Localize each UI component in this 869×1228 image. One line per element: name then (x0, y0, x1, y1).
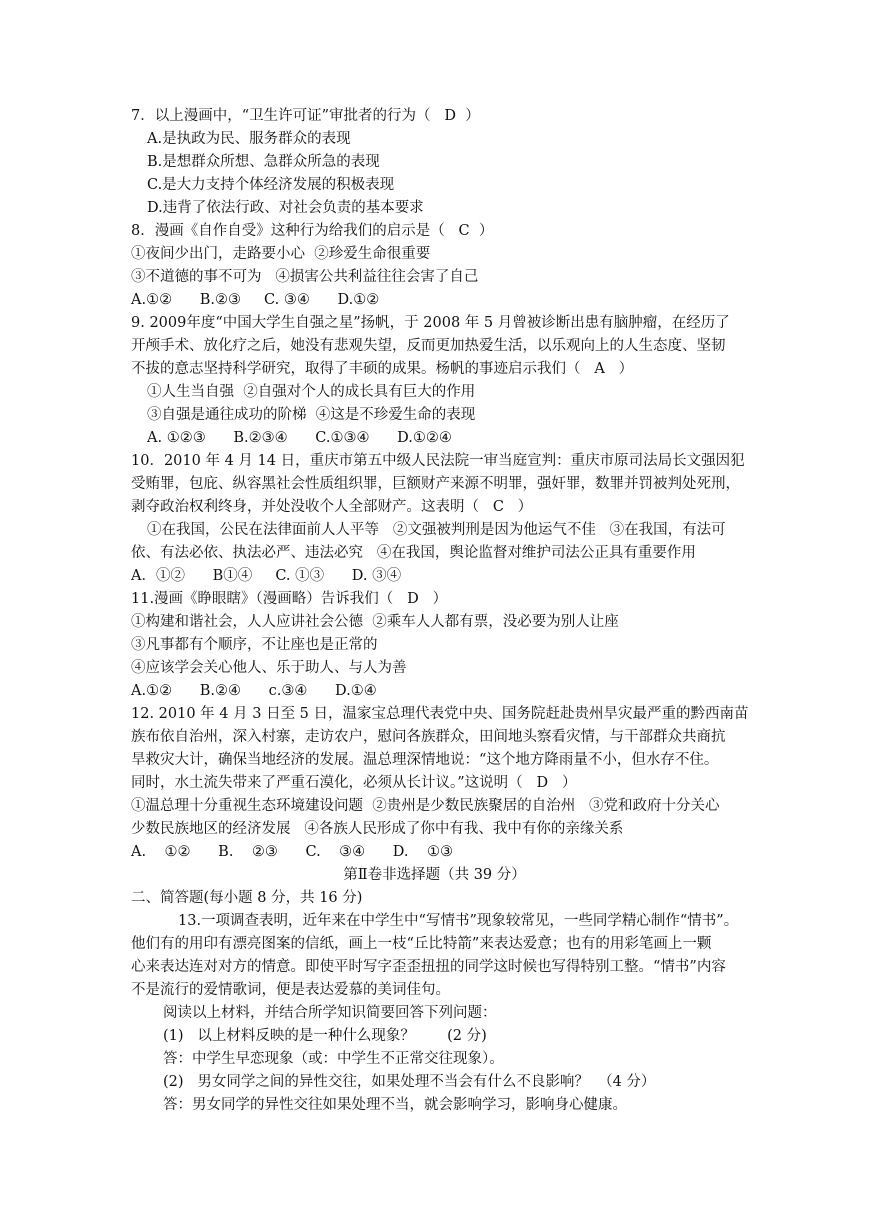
q12-stem-2: 族布依自治州，深入村寨，走访农户，慰问各族群众，田间地头察看灾情，与干部群众共商抗 (131, 729, 726, 745)
q12-statements-2: 少数民族地区的经济发展 ④各族人民形成了你中有我、我中有你的亲缘关系 (131, 821, 624, 837)
q9-stem-3: 不拔的意志坚持科学研究，取得了丰硕的成果。杨帆的事迹启示我们（ A ） (131, 361, 634, 377)
q11-stem: 11.漫画《睁眼瞎》（漫画略）告诉我们（ D ） (131, 591, 448, 607)
q8-statements-2: ③不道德的事不可为 ④损害公共利益往往会害了自己 (131, 269, 479, 285)
q9-options: A. ①②③ B.②③④ C.①③④ D.①②④ (147, 430, 452, 446)
q12-options: A. ①② B. ②③ C. ③④ D. ①③ (131, 844, 453, 860)
q12-stem-3: 旱救灾大计，确保当地经济的发展。温总理深情地说：“这个地方降雨量不小，但水存不住。 (131, 752, 719, 768)
q9-statements-1: ①人生当自强 ②自强对个人的成长具有巨大的作用 (147, 384, 476, 400)
q7-option-d: D.违背了依法行政、对社会负责的基本要求 (147, 200, 424, 216)
q7-option-a: A.是执政为民、服务群众的表现 (147, 131, 351, 147)
q11-statements-2: ③凡事都有个顺序，不让座也是正常的 (131, 637, 378, 653)
q10-stem-2: 受贿罪，包庇、纵容黑社会性质组织罪，巨额财产来源不明罪，强奸罪，数罪并罚被判处死刑， (131, 476, 740, 492)
q11-statements-3: ④应该学会关心他人、乐于助人、与人为善 (131, 660, 407, 676)
q12-stem-1: 12. 2010 年 4 月 3 日至 5 日，温家宝总理代表党中央、国务院赶赴贵州旱灾最严重的黔西南苗 (131, 706, 749, 722)
q8-stem: 8．漫画《自作自受》这种行为给我们的启示是（ C ） (131, 223, 494, 239)
q9-statements-2: ③自强是通往成功的阶梯 ④这是不珍爱生命的表现 (147, 407, 476, 423)
q11-statements-1: ①构建和谐社会，人人应讲社会公德 ②乘车人人都有票，没必要为别人让座 (131, 614, 619, 630)
q13-material-4: 不是流行的爱情歌词，便是表达爱慕的美词佳句。 (131, 982, 450, 998)
q13-answer1: 答：中学生早恋现象（或：中学生不正常交往现象）。 (163, 1051, 504, 1067)
q10-options: A．①② B①④ C. ①③ D. ③④ (131, 568, 402, 584)
q10-statements-1: ①在我国，公民在法律面前人人平等 ②文强被判刑是因为他运气不佳 ③在我国，有法可 (147, 522, 726, 538)
q10-statements-2: 依、有法必依、执法必严、违法必究 ④在我国，舆论监督对维护司法公正具有重要作用 (131, 545, 696, 561)
q9-stem-1: 9. 2009年度“中国大学生自强之星”扬帆，于 2008 年 5 月曾被诊断出患有脑肿瘤，在经历了 (131, 315, 730, 331)
section-title: 第Ⅱ卷非选择题（共 39 分） (343, 867, 526, 883)
q12-stem-4: 同时，水土流失带来了严重石漠化，必须从长计议。”这说明（ D ） (131, 775, 577, 791)
q8-options: A.①② B.②③ C. ③④ D.①② (131, 292, 380, 308)
q13-instruction: 阅读以上材料，并结合所学知识简要回答下列问题： (163, 1005, 497, 1021)
q13-sub1: (1) 以上材料反映的是一种什么现象？ (2 分) (163, 1028, 487, 1044)
section-heading: 二、简答题(每小题 8 分，共 16 分) (131, 890, 363, 906)
q13-answer2: 答：男女同学的异性交往如果处理不当，就会影响学习，影响身心健康。 (163, 1097, 627, 1113)
q9-stem-2: 开颅手术、放化疗之后，她没有悲观失望，反而更加热爱生活，以乐观向上的人生态度、坚韧 (131, 338, 726, 354)
q7-stem: 7．以上漫画中，“卫生许可证”审批者的行为（ D ） (131, 108, 480, 124)
q13-material-3: 心来表达连对对方的情意。即使平时写字歪歪扭扭的同学这时候也写得特别工整。“情书”内容 (131, 959, 726, 975)
q11-options: A.①② B.②④ c.③④ D.①④ (131, 683, 377, 699)
q10-stem-1: 10．2010 年 4 月 14 日，重庆市第五中级人民法院一审当庭宣判：重庆市原司法局长文强因犯 (131, 453, 745, 469)
q12-statements-1: ①温总理十分重视生态环境建设问题 ②贵州是少数民族聚居的自治州 ③党和政府十分关心 (131, 798, 720, 814)
q13-material-1: 13.一项调查表明，近年来在中学生中“写情书”现象较常见，一些同学精心制作“情书”。 (178, 913, 739, 929)
q7-option-c: C.是大力支持个体经济发展的积极表现 (147, 177, 395, 193)
q8-statements-1: ①夜间少出门，走路要小心 ②珍爱生命很重要 (131, 246, 431, 262)
q10-stem-3: 剥夺政治权利终身，并处没收个人全部财产。这表明（ C ） (131, 499, 533, 515)
q7-option-b: B.是想群众所想、急群众所急的表现 (147, 154, 380, 170)
q13-sub2: (2) 男女同学之间的异性交往，如果处理不当会有什么不良影响？ （4 分） (163, 1074, 656, 1090)
q13-material-2: 他们有的用印有漂亮图案的信纸，画上一枝“丘比特箭”来表达爱意；也有的用彩笔画上一颗 (131, 936, 712, 952)
